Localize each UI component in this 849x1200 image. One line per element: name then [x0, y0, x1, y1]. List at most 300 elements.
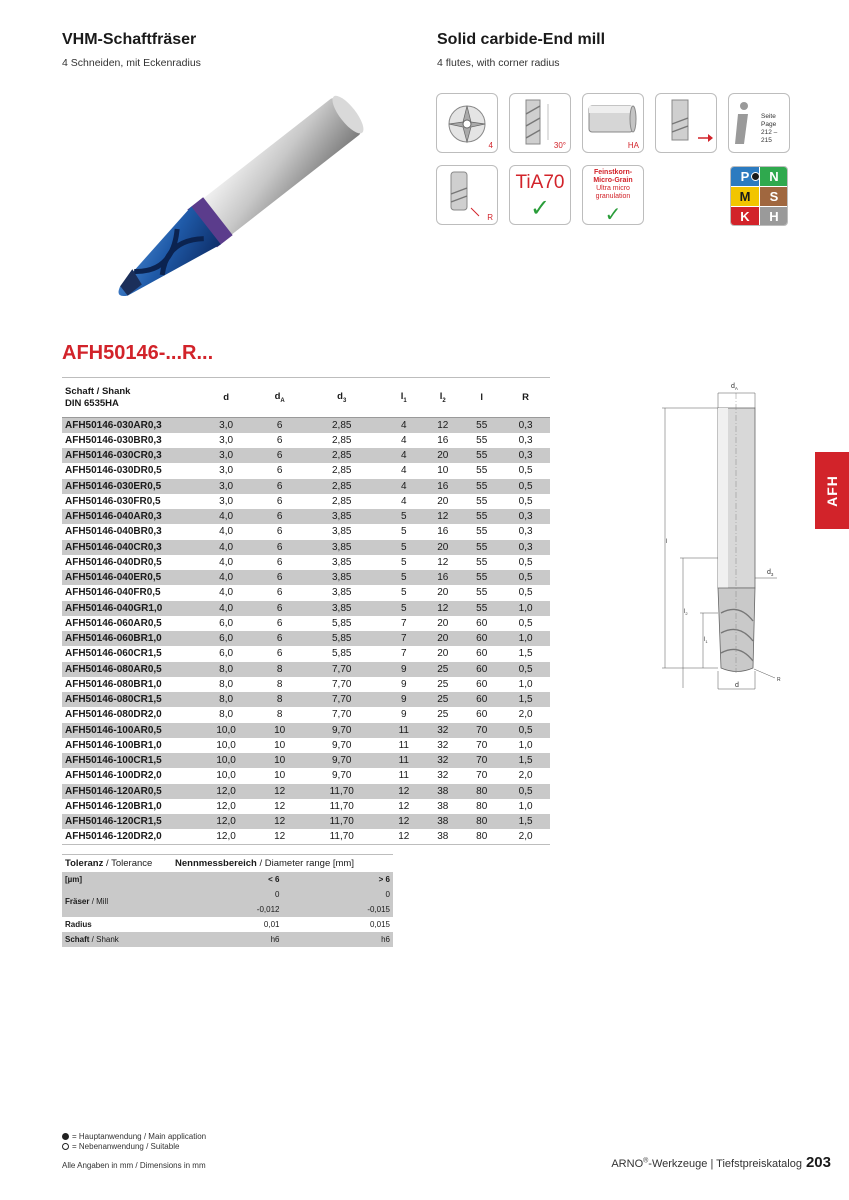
value-cell: 60 — [476, 648, 488, 660]
value-cell: 10 — [274, 739, 286, 751]
value-cell: 9 — [401, 709, 407, 721]
article-code-cell: AFH50146-040CR0,3 — [62, 540, 192, 555]
value-cell: 4 — [401, 434, 407, 446]
value-cell: 9,70 — [299, 753, 384, 768]
article-code-cell: AFH50146-040ER0,5 — [62, 570, 192, 585]
column-header-da: $d_A$ — [260, 378, 299, 418]
micro-grain-icon — [582, 165, 644, 225]
radius-label: Radius — [65, 919, 92, 929]
value-cell: 8,0 — [192, 692, 260, 707]
iso-material-grid — [730, 166, 788, 226]
value-cell: 6 — [260, 448, 299, 463]
micro-grain-title: Feinstkorn- Micro-Grain — [593, 169, 633, 184]
value-cell: 20 — [437, 495, 449, 507]
product-code: AFH50146-...R... — [62, 342, 214, 364]
value-cell: 8 — [260, 662, 299, 677]
value-cell: 0,5 — [518, 495, 533, 507]
value-cell: 12 — [260, 829, 299, 844]
value-cell: 7 — [384, 631, 423, 646]
value-cell: 1,0 — [501, 601, 550, 616]
table-row — [62, 463, 550, 478]
mill-lower-lt6: -0,012 — [172, 902, 282, 917]
article-code-cell: AFH50146-100AR0,5 — [62, 723, 192, 738]
tolerance-unit: [µm] — [62, 872, 172, 887]
value-cell: 55 — [476, 526, 488, 538]
value-cell: 12 — [437, 556, 449, 568]
article-code-cell: AFH50146-030AR0,3 — [62, 418, 192, 433]
value-cell: 12 — [274, 800, 286, 812]
open-dot-icon — [62, 1143, 69, 1150]
value-cell: 6 — [276, 465, 283, 477]
value-cell: 5 — [384, 570, 423, 585]
check-icon: ✓ — [529, 195, 551, 222]
value-cell: 7,70 — [332, 709, 352, 721]
table-row — [62, 738, 550, 753]
article-code-cell: AFH50146-040GR1,0 — [62, 601, 192, 616]
value-cell: 8 — [276, 709, 283, 721]
tolerance-header-row — [62, 855, 393, 872]
value-cell: 12,0 — [216, 800, 236, 812]
value-cell: 70 — [476, 770, 488, 782]
table-row — [62, 616, 550, 631]
value-cell: 2,0 — [501, 829, 550, 844]
value-cell: 10,0 — [216, 739, 236, 751]
value-cell: 80 — [462, 814, 501, 829]
value-cell: 0,5 — [501, 784, 550, 799]
value-cell: 11,70 — [299, 784, 384, 799]
shank-gt6: h6 — [282, 932, 393, 947]
value-cell: 6 — [276, 587, 283, 599]
coating-icon — [509, 165, 571, 225]
table-header — [62, 378, 550, 418]
value-cell: 55 — [462, 509, 501, 524]
value-cell: 8,0 — [219, 709, 234, 721]
range-gt-6: > 6 — [282, 872, 393, 887]
value-cell: 12 — [260, 814, 299, 829]
value-cell: 38 — [423, 784, 462, 799]
micro-grain-subtitle: Ultra micro granulation — [595, 185, 631, 200]
value-cell: 0,3 — [501, 540, 550, 555]
table-row — [62, 723, 550, 738]
table-row — [62, 753, 550, 768]
value-cell: 11,70 — [299, 814, 384, 829]
value-cell: 60 — [476, 678, 488, 690]
corner-radius-icon — [436, 165, 498, 225]
value-cell: 10 — [437, 465, 449, 477]
value-cell: 7 — [401, 617, 407, 629]
value-cell: 11 — [398, 770, 409, 782]
value-cell: 2,85 — [299, 479, 384, 494]
tolerance-table — [62, 854, 393, 947]
value-cell: 25 — [437, 709, 449, 721]
value-cell: 3,0 — [192, 479, 260, 494]
value-cell: 25 — [423, 662, 462, 677]
value-cell: 5 — [401, 587, 407, 599]
value-cell: 55 — [462, 570, 501, 585]
mill-label: Fräser / Mill — [62, 887, 172, 917]
value-cell: 70 — [462, 723, 501, 738]
main-application-dot-icon — [751, 172, 760, 181]
value-cell: 60 — [462, 662, 501, 677]
article-code-cell: AFH50146-120AR0,5 — [62, 784, 192, 799]
value-cell: 6 — [260, 418, 299, 433]
value-cell: 5 — [401, 526, 407, 538]
value-cell: 0,5 — [518, 617, 533, 629]
value-cell: 70 — [462, 753, 501, 768]
value-cell: 12 — [423, 509, 462, 524]
dim-da-label: $d_A$ — [731, 383, 738, 391]
article-code-cell: AFH50146-080CR1,5 — [62, 692, 192, 707]
value-cell: 20 — [423, 540, 462, 555]
value-cell: 4,0 — [219, 556, 234, 568]
mill-upper-lt6: 0 — [172, 887, 282, 902]
dimensions-note: Alle Angaben in mm / Dimensions in mm — [62, 1161, 206, 1170]
value-cell: 6,0 — [219, 648, 234, 660]
value-cell: 2,85 — [332, 465, 352, 477]
value-cell: 20 — [437, 617, 449, 629]
column-header-shank: Schaft / Shank DIN 6535HA — [62, 378, 192, 418]
value-cell: 7 — [401, 648, 407, 660]
value-cell: 4 — [401, 495, 407, 507]
table-row — [62, 768, 550, 783]
coating-name: TiA70 — [515, 172, 565, 193]
article-code-cell: AFH50146-030DR0,5 — [65, 465, 162, 477]
corner-radius-value: R — [487, 213, 493, 222]
value-cell: 55 — [462, 601, 501, 616]
value-cell: 16 — [423, 479, 462, 494]
value-cell: 0,5 — [501, 479, 550, 494]
value-cell: 12,0 — [192, 784, 260, 799]
article-code-cell: AFH50146-030FR0,5 — [65, 495, 161, 507]
article-code-cell: AFH50146-040BR0,3 — [65, 526, 162, 538]
table-row — [62, 814, 550, 829]
value-cell: 55 — [476, 465, 488, 477]
diameter-range-label: Nennmessbereich / Diameter range [mm] — [175, 857, 354, 869]
value-cell: 12 — [384, 829, 423, 844]
value-cell: 4,0 — [219, 526, 234, 538]
article-code-cell: AFH50146-060BR1,0 — [62, 631, 192, 646]
legend-main-application: = Hauptanwendung / Main application — [62, 1132, 206, 1142]
value-cell: 6 — [276, 556, 283, 568]
value-cell: 8 — [260, 692, 299, 707]
value-cell: 9 — [384, 662, 423, 677]
value-cell: 3,85 — [299, 509, 384, 524]
table-row — [62, 479, 550, 494]
table-row — [62, 494, 550, 509]
radius-lt6: 0,01 — [263, 919, 280, 929]
value-cell: 3,85 — [299, 570, 384, 585]
value-cell: 3,0 — [192, 418, 260, 433]
article-code-cell: AFH50146-030BR0,3 — [65, 434, 162, 446]
value-cell: 32 — [437, 770, 449, 782]
article-code-cell: AFH50146-080BR1,0 — [65, 678, 162, 690]
iso-h: H — [760, 207, 788, 226]
value-cell: 55 — [462, 418, 501, 433]
value-cell: 6 — [260, 601, 299, 616]
value-cell: 9 — [384, 692, 423, 707]
shank-type-icon — [582, 93, 644, 153]
end-mill-photo — [72, 78, 402, 323]
value-cell: 11 — [384, 753, 423, 768]
value-cell: 0,5 — [518, 465, 533, 477]
value-cell: 0,3 — [501, 418, 550, 433]
value-cell: 6 — [276, 526, 283, 538]
table-row — [62, 631, 550, 646]
value-cell: 10,0 — [192, 723, 260, 738]
article-code-cell: AFH50146-120CR1,5 — [62, 814, 192, 829]
value-cell: 0,5 — [501, 723, 550, 738]
value-cell: 25 — [437, 678, 449, 690]
table-row — [62, 707, 550, 722]
value-cell: 10,0 — [192, 753, 260, 768]
value-cell: 0,3 — [501, 509, 550, 524]
value-cell: 8 — [276, 678, 283, 690]
radius-gt6: 0,015 — [369, 919, 390, 929]
value-cell: 6,0 — [192, 631, 260, 646]
value-cell: 12 — [260, 784, 299, 799]
article-code-cell: AFH50146-030CR0,3 — [62, 448, 192, 463]
value-cell: 3,85 — [332, 526, 352, 538]
value-cell: 6 — [276, 648, 283, 660]
table-row — [62, 418, 550, 433]
subtitle-english: 4 flutes, with corner radius — [437, 57, 560, 69]
value-cell: 11,70 — [299, 829, 384, 844]
value-cell: 2,85 — [332, 434, 352, 446]
flutes-value: 4 — [488, 141, 493, 150]
table-row — [62, 677, 550, 692]
coolant-direction-icon — [655, 93, 717, 153]
value-cell: 4,0 — [192, 601, 260, 616]
value-cell: 55 — [462, 479, 501, 494]
value-cell: 7,70 — [299, 662, 384, 677]
title-english: Solid carbide-End mill — [437, 31, 606, 48]
iso-n: N — [760, 167, 788, 186]
table-row — [62, 585, 550, 600]
value-cell: 20 — [423, 448, 462, 463]
filled-dot-icon — [62, 1133, 69, 1140]
flutes-icon — [436, 93, 498, 153]
shank-label: Schaft / Shank — [62, 932, 172, 947]
value-cell: 1,5 — [518, 648, 533, 660]
value-cell: 20 — [437, 648, 449, 660]
dim-l1-label: $l_1$ — [704, 637, 708, 644]
table-row — [62, 662, 550, 677]
value-cell: 6 — [260, 479, 299, 494]
value-cell: 80 — [462, 784, 501, 799]
value-cell: 3,0 — [219, 465, 234, 477]
value-cell: 55 — [476, 495, 488, 507]
value-cell: 25 — [423, 692, 462, 707]
iso-m: M — [731, 187, 759, 206]
dim-d-label: d — [735, 682, 739, 689]
value-cell: 10,0 — [216, 770, 236, 782]
value-cell: 0,5 — [518, 556, 533, 568]
info-icon — [728, 93, 790, 153]
value-cell: 5 — [384, 601, 423, 616]
legend — [62, 1132, 206, 1152]
table-row — [62, 646, 550, 661]
value-cell: 55 — [476, 587, 488, 599]
value-cell: 6 — [260, 540, 299, 555]
value-cell: 6 — [276, 495, 283, 507]
value-cell: 60 — [476, 709, 488, 721]
title-german: VHM-Schaftfräser — [62, 31, 197, 48]
value-cell: 32 — [423, 723, 462, 738]
value-cell: 8,0 — [219, 678, 234, 690]
value-cell: 12 — [423, 418, 462, 433]
value-cell: 4,0 — [192, 540, 260, 555]
article-code-cell: AFH50146-040FR0,5 — [65, 587, 161, 599]
value-cell: 1,0 — [518, 739, 533, 751]
value-cell: 0,3 — [518, 434, 533, 446]
value-cell: 32 — [437, 739, 449, 751]
table-row — [62, 509, 550, 524]
dim-r-label: R — [777, 677, 781, 683]
value-cell: 12 — [423, 601, 462, 616]
value-cell: 9,70 — [299, 723, 384, 738]
value-cell: 10 — [260, 753, 299, 768]
value-cell: 6 — [260, 509, 299, 524]
value-cell: 4,0 — [219, 587, 234, 599]
column-header-l2: $l_2$ — [423, 378, 462, 418]
iso-s: S — [760, 187, 788, 206]
value-cell: 80 — [462, 829, 501, 844]
article-code-cell: AFH50146-040DR0,5 — [65, 556, 162, 568]
value-cell: 38 — [423, 829, 462, 844]
value-cell: 2,0 — [518, 709, 533, 721]
dim-d3-label: $d_3$ — [767, 569, 774, 577]
iso-k: K — [731, 207, 759, 226]
article-code-cell: AFH50146-040AR0,3 — [62, 509, 192, 524]
value-cell: 55 — [476, 434, 488, 446]
value-cell: 6 — [276, 617, 283, 629]
value-cell: 5,85 — [332, 617, 352, 629]
value-cell: 3,85 — [299, 601, 384, 616]
value-cell: 3,0 — [219, 495, 234, 507]
shank-type-value: HA — [627, 141, 639, 150]
article-code-cell: AFH50146-060CR1,5 — [65, 648, 162, 660]
subtitle-german: 4 Schneiden, mit Eckenradius — [62, 57, 201, 69]
shank-lt6: h6 — [172, 932, 282, 947]
info-reference: Seite Page 212 – 215 — [761, 113, 778, 144]
table-row — [62, 555, 550, 570]
article-code-cell: AFH50146-120BR1,0 — [65, 800, 162, 812]
value-cell: 12 — [398, 800, 410, 812]
value-cell: 16 — [437, 526, 449, 538]
value-cell: 3,0 — [192, 448, 260, 463]
article-code-cell: AFH50146-120DR2,0 — [62, 829, 192, 844]
value-cell: 6,0 — [219, 617, 234, 629]
helix-angle-value: 30° — [553, 141, 566, 150]
value-cell: 1,0 — [518, 678, 533, 690]
table-row — [62, 433, 550, 448]
value-cell: 4 — [384, 418, 423, 433]
mill-upper-gt6: 0 — [282, 887, 393, 902]
value-cell: 8,0 — [192, 662, 260, 677]
value-cell: 0,3 — [501, 448, 550, 463]
value-cell: 55 — [462, 540, 501, 555]
value-cell: 5 — [401, 556, 407, 568]
shank-row — [62, 932, 393, 947]
article-code-cell: AFH50146-100DR2,0 — [65, 770, 162, 782]
value-cell: 3,85 — [332, 556, 352, 568]
value-cell: 38 — [423, 814, 462, 829]
value-cell: 7,70 — [332, 678, 352, 690]
value-cell: 16 — [423, 570, 462, 585]
value-cell: 9,70 — [332, 739, 352, 751]
table-row — [62, 448, 550, 463]
value-cell: 11 — [384, 723, 423, 738]
value-cell: 0,5 — [518, 587, 533, 599]
helix-angle-icon — [509, 93, 571, 153]
table-row — [62, 601, 550, 616]
article-code-cell: AFH50146-080AR0,5 — [62, 662, 192, 677]
value-cell: 1,5 — [501, 692, 550, 707]
technical-drawing — [655, 373, 795, 698]
value-cell: 0,5 — [501, 570, 550, 585]
dim-l-label: l — [666, 539, 668, 545]
section-tab-afh: AFH — [815, 452, 849, 529]
column-header-l1: $l_1$ — [384, 378, 423, 418]
table-row — [62, 829, 550, 844]
value-cell: 4 — [401, 465, 407, 477]
value-cell: 11 — [398, 739, 409, 751]
value-cell: 1,5 — [501, 753, 550, 768]
table-row — [62, 570, 550, 585]
value-cell: 0,5 — [501, 662, 550, 677]
value-cell: 60 — [462, 692, 501, 707]
value-cell: 55 — [476, 556, 488, 568]
value-cell: 5 — [384, 509, 423, 524]
table-row — [62, 799, 550, 814]
value-cell: 12 — [384, 814, 423, 829]
value-cell: 4,0 — [192, 570, 260, 585]
value-cell: 1,5 — [501, 814, 550, 829]
value-cell: 12 — [384, 784, 423, 799]
value-cell: 80 — [476, 800, 488, 812]
article-code-cell: AFH50146-060AR0,5 — [65, 617, 162, 629]
value-cell: 4 — [384, 448, 423, 463]
value-cell: 3,0 — [219, 434, 234, 446]
value-cell: 10 — [260, 723, 299, 738]
tolerance-unit-row — [62, 872, 393, 887]
value-cell: 1,0 — [501, 631, 550, 646]
value-cell: 20 — [437, 587, 449, 599]
range-lt-6: < 6 — [172, 872, 282, 887]
column-header-d: d — [192, 378, 260, 418]
value-cell: 60 — [476, 617, 488, 629]
value-cell: 5,85 — [332, 648, 352, 660]
page-number: 203 — [805, 1154, 831, 1171]
page-footer: ARNO®-Werkzeuge | Tiefstpreiskatalog 203 — [611, 1154, 831, 1171]
article-code-cell: AFH50146-100BR1,0 — [65, 739, 162, 751]
article-code-cell: AFH50146-100CR1,5 — [62, 753, 192, 768]
table-row — [62, 692, 550, 707]
mill-lower-gt6: -0,015 — [282, 902, 393, 917]
value-cell: 9 — [401, 678, 407, 690]
tolerance-label: Toleranz / Tolerance — [65, 857, 153, 869]
value-cell: 20 — [423, 631, 462, 646]
value-cell: 2,85 — [299, 448, 384, 463]
article-code-cell: AFH50146-080DR2,0 — [65, 709, 162, 721]
dim-l2-label: $l_2$ — [684, 609, 688, 616]
iso-p: P — [731, 167, 759, 186]
table-row — [62, 540, 550, 555]
value-cell: 12,0 — [192, 814, 260, 829]
column-header-r: R — [501, 378, 550, 418]
value-cell: 5 — [384, 540, 423, 555]
value-cell: 2,85 — [332, 495, 352, 507]
